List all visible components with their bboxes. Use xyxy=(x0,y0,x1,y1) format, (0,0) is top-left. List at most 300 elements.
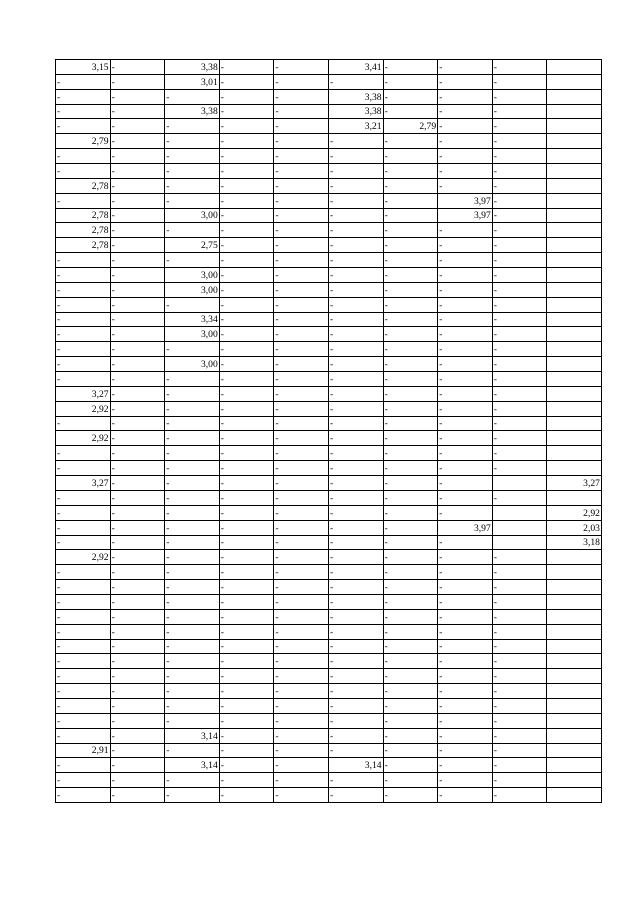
table-cell: - xyxy=(492,89,547,104)
table-cell: - xyxy=(110,728,165,743)
table-cell: - xyxy=(110,119,165,134)
table-cell: - xyxy=(328,654,383,669)
table-cell: - xyxy=(274,580,329,595)
table-cell: - xyxy=(383,490,438,505)
table-cell: - xyxy=(383,461,438,476)
table-cell: 3,14 xyxy=(165,758,220,773)
table-row xyxy=(56,372,602,387)
table-cell: - xyxy=(219,728,274,743)
table-cell: - xyxy=(274,446,329,461)
table-cell: - xyxy=(438,268,493,283)
table-cell: - xyxy=(110,89,165,104)
table-cell: - xyxy=(328,550,383,565)
table-cell: - xyxy=(219,609,274,624)
table-cell xyxy=(547,89,602,104)
table-cell xyxy=(547,446,602,461)
table-cell: - xyxy=(274,565,329,580)
table-cell: - xyxy=(492,104,547,119)
table-row xyxy=(56,639,602,654)
table-cell: - xyxy=(110,684,165,699)
table-cell: - xyxy=(328,609,383,624)
table-cell: - xyxy=(328,684,383,699)
table-row xyxy=(56,446,602,461)
table-cell: - xyxy=(110,268,165,283)
table-cell: - xyxy=(438,89,493,104)
table-cell: - xyxy=(110,550,165,565)
table-cell: - xyxy=(165,446,220,461)
table-cell: - xyxy=(438,446,493,461)
table-cell: - xyxy=(110,223,165,238)
table-cell: - xyxy=(56,639,111,654)
table-cell: - xyxy=(328,461,383,476)
table-cell: - xyxy=(274,268,329,283)
table-row xyxy=(56,178,602,193)
table-cell: - xyxy=(438,74,493,89)
table-cell: - xyxy=(165,431,220,446)
table-cell: - xyxy=(383,372,438,387)
table-row xyxy=(56,268,602,283)
table-row xyxy=(56,238,602,253)
table-cell: - xyxy=(165,669,220,684)
table-cell: - xyxy=(438,743,493,758)
table-cell: - xyxy=(328,74,383,89)
table-cell: - xyxy=(56,505,111,520)
table-cell: - xyxy=(492,684,547,699)
table-cell: - xyxy=(56,446,111,461)
table-cell: - xyxy=(165,788,220,803)
table-cell: 2,78 xyxy=(56,223,111,238)
table-cell: - xyxy=(383,624,438,639)
table-cell: 3,97 xyxy=(438,208,493,223)
table-row xyxy=(56,698,602,713)
table-cell: - xyxy=(219,268,274,283)
table-cell: - xyxy=(328,743,383,758)
table-row xyxy=(56,89,602,104)
table-cell: - xyxy=(274,743,329,758)
table-row xyxy=(56,386,602,401)
table-cell: - xyxy=(383,431,438,446)
table-cell: - xyxy=(56,654,111,669)
table-cell: - xyxy=(328,282,383,297)
table-cell: 2,78 xyxy=(56,238,111,253)
table-cell: - xyxy=(383,758,438,773)
table-cell: - xyxy=(110,639,165,654)
table-cell xyxy=(547,386,602,401)
table-cell: - xyxy=(110,535,165,550)
table-cell: - xyxy=(274,654,329,669)
table-cell: 3,00 xyxy=(165,282,220,297)
table-cell: - xyxy=(438,580,493,595)
table-cell: - xyxy=(383,223,438,238)
table-cell: - xyxy=(110,654,165,669)
table-cell: - xyxy=(383,535,438,550)
table-cell: 3,41 xyxy=(328,60,383,75)
table-cell: - xyxy=(383,698,438,713)
table-cell: - xyxy=(328,416,383,431)
table-cell: - xyxy=(492,208,547,223)
table-cell: - xyxy=(219,431,274,446)
table-row xyxy=(56,758,602,773)
table-cell: - xyxy=(492,550,547,565)
table-cell: - xyxy=(274,164,329,179)
table-cell: - xyxy=(383,134,438,149)
table-cell: - xyxy=(438,60,493,75)
table-cell: - xyxy=(438,639,493,654)
table-cell: - xyxy=(274,74,329,89)
table-cell: - xyxy=(328,164,383,179)
table-cell: - xyxy=(328,372,383,387)
table-cell: - xyxy=(274,713,329,728)
table-cell: - xyxy=(274,624,329,639)
table-cell: - xyxy=(56,104,111,119)
table-cell: - xyxy=(219,624,274,639)
table-row xyxy=(56,669,602,684)
table-cell: - xyxy=(110,282,165,297)
table-cell: - xyxy=(383,520,438,535)
table-row xyxy=(56,728,602,743)
table-cell: - xyxy=(383,505,438,520)
table-row xyxy=(56,193,602,208)
table-cell: - xyxy=(219,164,274,179)
table-cell: - xyxy=(492,416,547,431)
table-cell: - xyxy=(219,669,274,684)
table-cell: - xyxy=(219,238,274,253)
table-cell: - xyxy=(165,193,220,208)
table-cell: - xyxy=(492,149,547,164)
table-row xyxy=(56,297,602,312)
table-cell: - xyxy=(56,312,111,327)
table-cell: - xyxy=(328,446,383,461)
table-cell: - xyxy=(438,312,493,327)
table-row xyxy=(56,431,602,446)
table-cell: - xyxy=(56,342,111,357)
table-row xyxy=(56,520,602,535)
table-cell: 3,27 xyxy=(56,476,111,491)
table-cell: - xyxy=(492,461,547,476)
table-cell: - xyxy=(110,565,165,580)
table-cell: - xyxy=(110,372,165,387)
table-cell: - xyxy=(383,297,438,312)
table-cell: - xyxy=(492,178,547,193)
table-cell: - xyxy=(219,178,274,193)
table-cell: - xyxy=(492,580,547,595)
table-cell: - xyxy=(274,223,329,238)
table-cell: - xyxy=(492,327,547,342)
table-cell: - xyxy=(492,74,547,89)
table-cell: 3,97 xyxy=(438,520,493,535)
table-cell: - xyxy=(328,431,383,446)
table-cell: - xyxy=(438,669,493,684)
table-cell: - xyxy=(56,490,111,505)
table-cell: 3,38 xyxy=(328,104,383,119)
table-cell: - xyxy=(328,253,383,268)
table-cell xyxy=(547,773,602,788)
table-cell: 3,27 xyxy=(56,386,111,401)
table-cell xyxy=(547,728,602,743)
table-cell: - xyxy=(328,342,383,357)
table-cell: - xyxy=(219,134,274,149)
table-cell: - xyxy=(383,164,438,179)
table-row xyxy=(56,74,602,89)
table-cell: - xyxy=(56,282,111,297)
table-cell xyxy=(547,461,602,476)
table-cell: - xyxy=(383,342,438,357)
table-cell: 3,01 xyxy=(165,74,220,89)
table-cell: 3,00 xyxy=(165,357,220,372)
table-cell: - xyxy=(219,520,274,535)
table-body xyxy=(56,60,602,803)
table-cell: - xyxy=(328,134,383,149)
table-cell: - xyxy=(56,416,111,431)
table-cell: - xyxy=(492,372,547,387)
table-row xyxy=(56,684,602,699)
table-cell: - xyxy=(56,297,111,312)
table-cell: - xyxy=(383,773,438,788)
table-row xyxy=(56,312,602,327)
table-cell: 2,75 xyxy=(165,238,220,253)
table-cell xyxy=(547,342,602,357)
table-cell: - xyxy=(110,193,165,208)
table-cell: - xyxy=(165,505,220,520)
table-cell: - xyxy=(56,669,111,684)
table-cell xyxy=(492,505,547,520)
table-cell: - xyxy=(274,728,329,743)
table-cell: - xyxy=(165,713,220,728)
table-cell: - xyxy=(110,446,165,461)
table-cell: - xyxy=(274,357,329,372)
table-cell: - xyxy=(274,342,329,357)
table-cell: - xyxy=(328,580,383,595)
table-cell: - xyxy=(383,208,438,223)
table-cell: - xyxy=(219,89,274,104)
table-row xyxy=(56,609,602,624)
table-cell xyxy=(547,758,602,773)
table-cell xyxy=(547,268,602,283)
table-row xyxy=(56,461,602,476)
table-cell: - xyxy=(56,684,111,699)
table-cell: 2,92 xyxy=(56,431,111,446)
table-cell: - xyxy=(383,104,438,119)
table-cell: - xyxy=(328,535,383,550)
table-cell: - xyxy=(110,609,165,624)
table-cell: - xyxy=(219,476,274,491)
table-cell: - xyxy=(274,684,329,699)
table-cell: - xyxy=(219,550,274,565)
table-cell: - xyxy=(110,134,165,149)
table-cell xyxy=(547,669,602,684)
table-cell: - xyxy=(492,282,547,297)
table-cell: - xyxy=(383,238,438,253)
table-cell: - xyxy=(383,327,438,342)
table-cell: - xyxy=(56,74,111,89)
table-cell: - xyxy=(110,386,165,401)
table-cell: 2,91 xyxy=(56,743,111,758)
table-cell: - xyxy=(383,268,438,283)
table-cell: - xyxy=(110,149,165,164)
table-cell: - xyxy=(165,178,220,193)
table-cell: - xyxy=(438,431,493,446)
table-cell: - xyxy=(110,416,165,431)
table-row xyxy=(56,416,602,431)
table-cell: - xyxy=(492,713,547,728)
table-cell: - xyxy=(274,119,329,134)
table-cell: - xyxy=(274,461,329,476)
table-cell: - xyxy=(56,624,111,639)
table-cell: - xyxy=(165,416,220,431)
table-cell xyxy=(547,490,602,505)
table-cell: - xyxy=(438,728,493,743)
table-cell: - xyxy=(165,297,220,312)
table-cell: - xyxy=(165,624,220,639)
table-cell: 3,00 xyxy=(165,327,220,342)
table-cell: - xyxy=(438,684,493,699)
table-cell: - xyxy=(56,594,111,609)
table-cell: - xyxy=(492,119,547,134)
table-cell: - xyxy=(492,654,547,669)
table-row xyxy=(56,149,602,164)
table-cell: - xyxy=(492,565,547,580)
table-cell: - xyxy=(165,580,220,595)
table-cell: - xyxy=(492,446,547,461)
table-cell: - xyxy=(438,476,493,491)
table-cell: - xyxy=(274,60,329,75)
table-cell xyxy=(547,327,602,342)
table-row xyxy=(56,208,602,223)
table-cell: - xyxy=(328,297,383,312)
table-cell: - xyxy=(110,74,165,89)
table-cell: - xyxy=(438,372,493,387)
table-cell: - xyxy=(110,743,165,758)
table-cell xyxy=(547,639,602,654)
table-cell: - xyxy=(274,178,329,193)
table-cell: - xyxy=(165,550,220,565)
table-cell: - xyxy=(219,312,274,327)
table-cell: - xyxy=(328,788,383,803)
table-cell xyxy=(547,431,602,446)
table-cell: - xyxy=(492,134,547,149)
table-cell: - xyxy=(438,550,493,565)
table-cell: - xyxy=(110,773,165,788)
table-cell: - xyxy=(56,149,111,164)
table-cell: - xyxy=(328,268,383,283)
table-cell: - xyxy=(438,565,493,580)
table-cell: - xyxy=(383,565,438,580)
table-cell: - xyxy=(438,223,493,238)
table-cell: - xyxy=(492,268,547,283)
table-cell: - xyxy=(438,713,493,728)
table-cell xyxy=(547,416,602,431)
table-cell: - xyxy=(492,164,547,179)
table-cell: - xyxy=(56,461,111,476)
table-cell: - xyxy=(110,461,165,476)
table-cell: - xyxy=(328,565,383,580)
table-cell: - xyxy=(328,208,383,223)
table-cell xyxy=(492,520,547,535)
table-cell: - xyxy=(165,164,220,179)
table-cell xyxy=(547,104,602,119)
table-row xyxy=(56,535,602,550)
table-cell: - xyxy=(110,327,165,342)
table-cell: - xyxy=(56,268,111,283)
table-cell: - xyxy=(219,60,274,75)
table-cell: - xyxy=(274,520,329,535)
table-cell xyxy=(547,654,602,669)
table-cell: - xyxy=(219,223,274,238)
table-cell: - xyxy=(165,119,220,134)
table-cell: - xyxy=(219,594,274,609)
table-cell: - xyxy=(165,89,220,104)
table-cell: - xyxy=(328,728,383,743)
table-cell xyxy=(547,149,602,164)
table-cell: - xyxy=(492,342,547,357)
table-cell: - xyxy=(219,698,274,713)
table-cell: - xyxy=(438,788,493,803)
table-cell: - xyxy=(328,312,383,327)
table-cell: - xyxy=(492,773,547,788)
table-cell: - xyxy=(328,193,383,208)
table-cell: - xyxy=(219,297,274,312)
table-cell: 2,03 xyxy=(547,520,602,535)
table-cell xyxy=(547,312,602,327)
table-cell: - xyxy=(165,565,220,580)
table-cell: - xyxy=(110,208,165,223)
table-cell: - xyxy=(383,594,438,609)
table-cell: - xyxy=(438,134,493,149)
table-cell: - xyxy=(219,639,274,654)
table-cell: - xyxy=(328,624,383,639)
table-cell: - xyxy=(110,431,165,446)
table-cell: - xyxy=(383,476,438,491)
table-cell: - xyxy=(165,134,220,149)
table-cell: - xyxy=(274,386,329,401)
table-cell xyxy=(492,476,547,491)
table-cell: - xyxy=(219,357,274,372)
table-cell: - xyxy=(492,639,547,654)
table-cell: - xyxy=(274,669,329,684)
table-cell: - xyxy=(274,89,329,104)
table-cell xyxy=(547,208,602,223)
table-cell: - xyxy=(165,401,220,416)
table-cell: - xyxy=(274,372,329,387)
table-cell: - xyxy=(165,698,220,713)
table-cell: - xyxy=(56,193,111,208)
table-cell: - xyxy=(383,446,438,461)
table-cell xyxy=(547,178,602,193)
table-cell: - xyxy=(492,788,547,803)
table-cell xyxy=(547,238,602,253)
table-cell: - xyxy=(383,74,438,89)
table-cell: - xyxy=(219,490,274,505)
table-cell: - xyxy=(274,253,329,268)
table-cell: - xyxy=(274,297,329,312)
table-cell: - xyxy=(110,624,165,639)
table-row xyxy=(56,134,602,149)
table-cell xyxy=(547,713,602,728)
table-row xyxy=(56,490,602,505)
table-cell: 3,27 xyxy=(547,476,602,491)
table-cell: - xyxy=(110,580,165,595)
table-cell: - xyxy=(383,743,438,758)
table-cell: - xyxy=(492,609,547,624)
table-cell: - xyxy=(328,594,383,609)
table-cell xyxy=(547,550,602,565)
table-cell: - xyxy=(219,461,274,476)
table-cell: - xyxy=(219,758,274,773)
table-cell: - xyxy=(274,550,329,565)
table-cell: - xyxy=(110,669,165,684)
table-cell xyxy=(547,743,602,758)
table-cell: - xyxy=(492,728,547,743)
